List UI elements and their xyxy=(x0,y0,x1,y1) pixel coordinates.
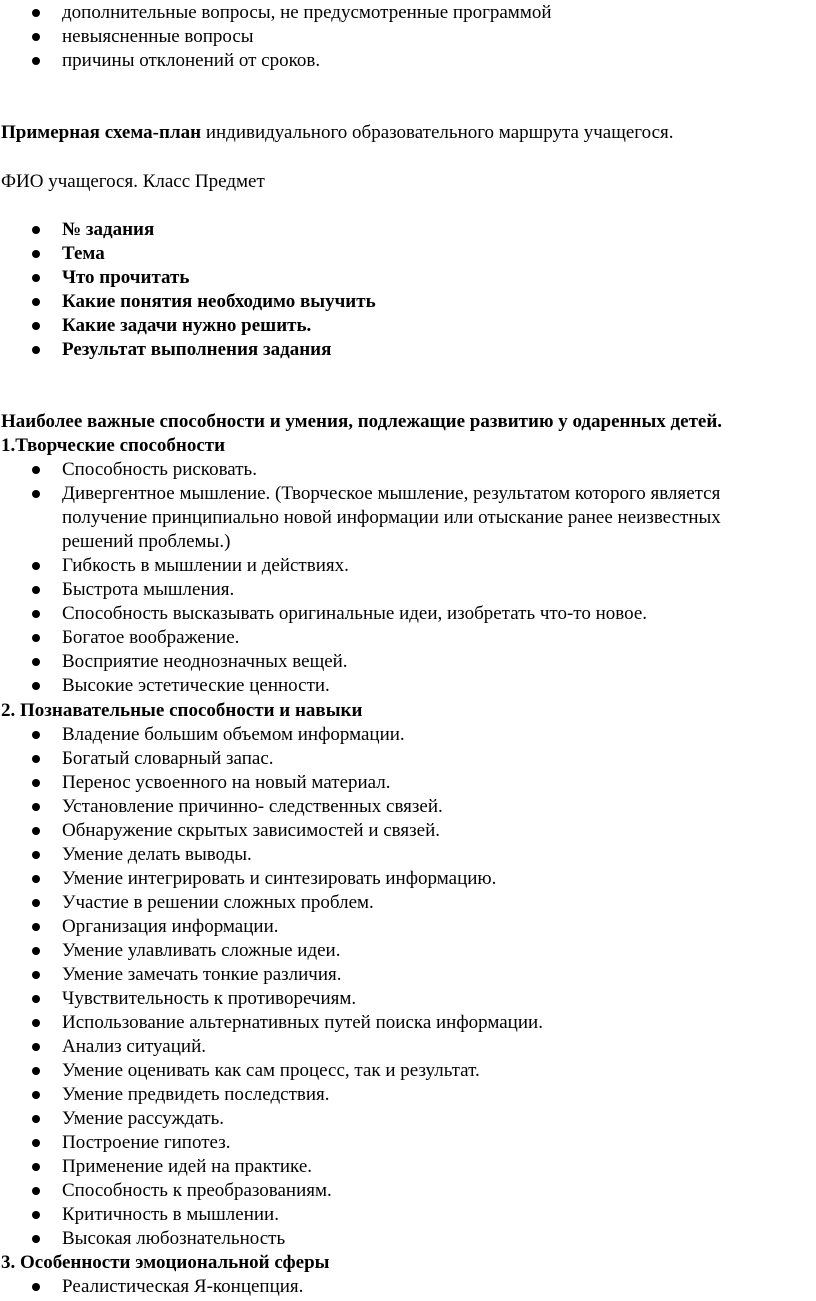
list-item: Какие задачи нужно решить. xyxy=(0,314,816,338)
list-item: Организация информации. xyxy=(0,915,816,939)
list-item: Умение рассуждать. xyxy=(0,1107,816,1131)
list-item: Способность высказывать оригинальные идеи, изобретать что-то новое. xyxy=(0,602,816,626)
list-item: невыясненные вопросы xyxy=(0,25,816,49)
list-item: Владение большим объемом информации. xyxy=(0,723,816,747)
list-item: Что прочитать xyxy=(0,266,816,290)
list-item: Умение предвидеть последствия. xyxy=(0,1083,816,1107)
section2-list xyxy=(0,723,816,1251)
list-item: Какие понятия необходимо выучить xyxy=(0,290,816,314)
list-item: причины отклонений от сроков. xyxy=(0,49,816,73)
section1-title: 1.Творческие способности xyxy=(1,435,226,456)
list-item: Высокая любознательность xyxy=(0,1227,816,1251)
plan-heading-normal: индивидуального образовательного маршрута учащегося. xyxy=(201,122,674,143)
list-item: Построение гипотез. xyxy=(0,1131,816,1155)
list-item: Реалистическая Я-концепция. xyxy=(0,1275,816,1299)
abilities-heading: Наиболее важные способности и умения, подлежащие развитию у одаренных детей. xyxy=(1,411,723,432)
list-item: Гибкость в мышлении и действиях. xyxy=(0,554,816,578)
section3-title: 3. Особенности эмоциональной сферы xyxy=(1,1252,330,1273)
section2-title: 2. Познавательные способности и навыки xyxy=(1,700,363,721)
student-line: ФИО учащегося. Класс Предмет xyxy=(1,171,265,192)
list-item: Умение замечать тонкие различия. xyxy=(0,963,816,987)
section3-list xyxy=(0,1275,816,1299)
list-item: Богатый словарный запас. xyxy=(0,747,816,771)
list-item: Умение оценивать как сам процесс, так и результат. xyxy=(0,1059,816,1083)
list-item: Умение улавливать сложные идеи. xyxy=(0,939,816,963)
plan-heading-bold: Примерная схема-план xyxy=(1,122,202,143)
list-item: Результат выполнения задания xyxy=(0,338,816,362)
list-item: Высокие эстетические ценности. xyxy=(0,674,816,698)
list-item: Критичность в мышлении. xyxy=(0,1203,816,1227)
list-item: Тема xyxy=(0,242,816,266)
plan-heading xyxy=(1,121,674,145)
list-item: Умение интегрировать и синтезировать информацию. xyxy=(0,867,816,891)
list-item: дополнительные вопросы, не предусмотренные программой xyxy=(0,1,816,25)
list-item: Способность рисковать. xyxy=(0,458,816,482)
list-item: Применение идей на практике. xyxy=(0,1155,816,1179)
list-item: Обнаружение скрытых зависимостей и связей. xyxy=(0,819,816,843)
plan-bullet-list xyxy=(0,218,816,362)
section1-list xyxy=(0,458,816,698)
list-item: Анализ ситуаций. xyxy=(0,1035,816,1059)
list-item: Чувствительность к противоречиям. xyxy=(0,987,816,1011)
list-item: Дивергентное мышление. (Творческое мышление, результатом которого является получение принципиально новой информации или отыскание ранее неизвестных решений проблемы.) xyxy=(0,482,816,554)
top-bullet-list xyxy=(0,1,816,73)
list-item: Богатое воображение. xyxy=(0,626,816,650)
list-item: Быстрота мышления. xyxy=(0,578,816,602)
list-item: Установление причинно- следственных связей. xyxy=(0,795,816,819)
list-item: Участие в решении сложных проблем. xyxy=(0,891,816,915)
list-item: Использование альтернативных путей поиска информации. xyxy=(0,1011,816,1035)
list-item: Умение делать выводы. xyxy=(0,843,816,867)
list-item: Перенос усвоенного на новый материал. xyxy=(0,771,816,795)
list-item: Восприятие неоднозначных вещей. xyxy=(0,650,816,674)
list-item: Способность к преобразованиям. xyxy=(0,1179,816,1203)
list-item: № задания xyxy=(0,218,816,242)
